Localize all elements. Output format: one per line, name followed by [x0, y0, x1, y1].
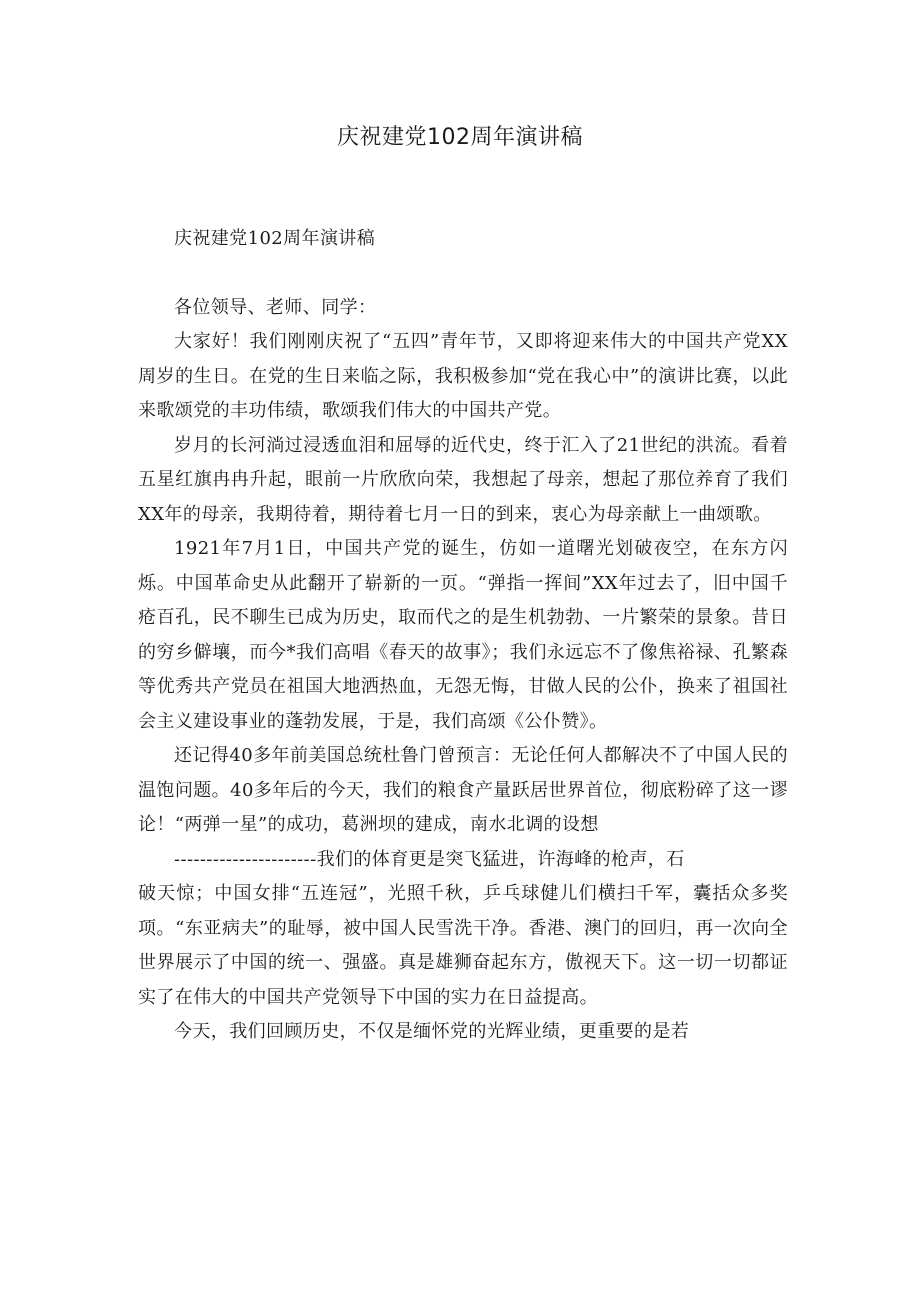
paragraph-history: 岁月的长河淌过浸透血泪和屈辱的近代史，终于汇入了21世纪的洪流。看着五星红旗冉冉升起，眼前一片欣欣向荣，我想起了母亲，想起了那位养育了我们XX年的母亲，我期待着，期待着七月一日的到来，衷心为母亲献上一曲颂歌。 [138, 434, 788, 525]
document-body [138, 222, 788, 1050]
paragraph-continuation: 破天惊；中国女排“五连冠”，光照千秋，乒乓球健儿们横扫千军，囊括众多奖项。“东亚病夫”的耻辱，被中国人民雪洗干净。香港、澳门的回归，再一次向全世界展示了中国的统一、强盛。真是雄狮奋起东方，傲视天下。这一切一切都证实了在伟大的中国共产党领导下中国的实力在日益提高。 [138, 883, 788, 1008]
body-subtitle: 庆祝建党102周年演讲稿 [174, 228, 376, 249]
paragraph-achievements: 还记得40多年前美国总统杜鲁门曾预言：无论任何人都解决不了中国人民的温饱问题。40多年后的今天，我们的粮食产量跃居世界首位，彻底粉碎了这一谬论！“两弹一星”的成功，葛洲坝的建成，南水北调的设想 [138, 745, 788, 835]
paragraph-dash-line: ----------------------我们的体育更是突飞猛进，许海峰的枪声，石 [174, 848, 685, 870]
salutation: 各位领导、老师、同学： [174, 296, 377, 318]
paragraph-today: 今天，我们回顾历史，不仅是缅怀党的光辉业绩，更重要的是若 [174, 1021, 690, 1042]
paragraph-greeting: 大家好！我们刚刚庆祝了“五四”青年节，又即将迎来伟大的中国共产党XX周岁的生日。在党的生日来临之际，我积极参加“党在我心中”的演讲比赛，以此来歌颂党的丰功伟绩，歌颂我们伟大的中国共产党。 [138, 331, 788, 421]
document-title: 庆祝建党102周年演讲稿 [337, 125, 583, 150]
paragraph-founding: 1921年7月1日，中国共产党的诞生，仿如一道曙光划破夜空，在东方闪烁。中国革命史从此翻开了崭新的一页。“弹指一挥间”XX年过去了，旧中国千疮百孔，民不聊生已成为历史，取而代之的是生机勃勃、一片繁荣的景象。昔日的穷乡僻壤，而今*我们高唱《春天的故事》；我们永远忘不了像焦裕禄、孔繁森等优秀共产党员在祖国大地洒热血，无怨无悔，甘做人民的公仆，换来了祖国社会主义建设事业的蓬勃发展，于是，我们高颂《公仆赞》。 [138, 538, 788, 732]
